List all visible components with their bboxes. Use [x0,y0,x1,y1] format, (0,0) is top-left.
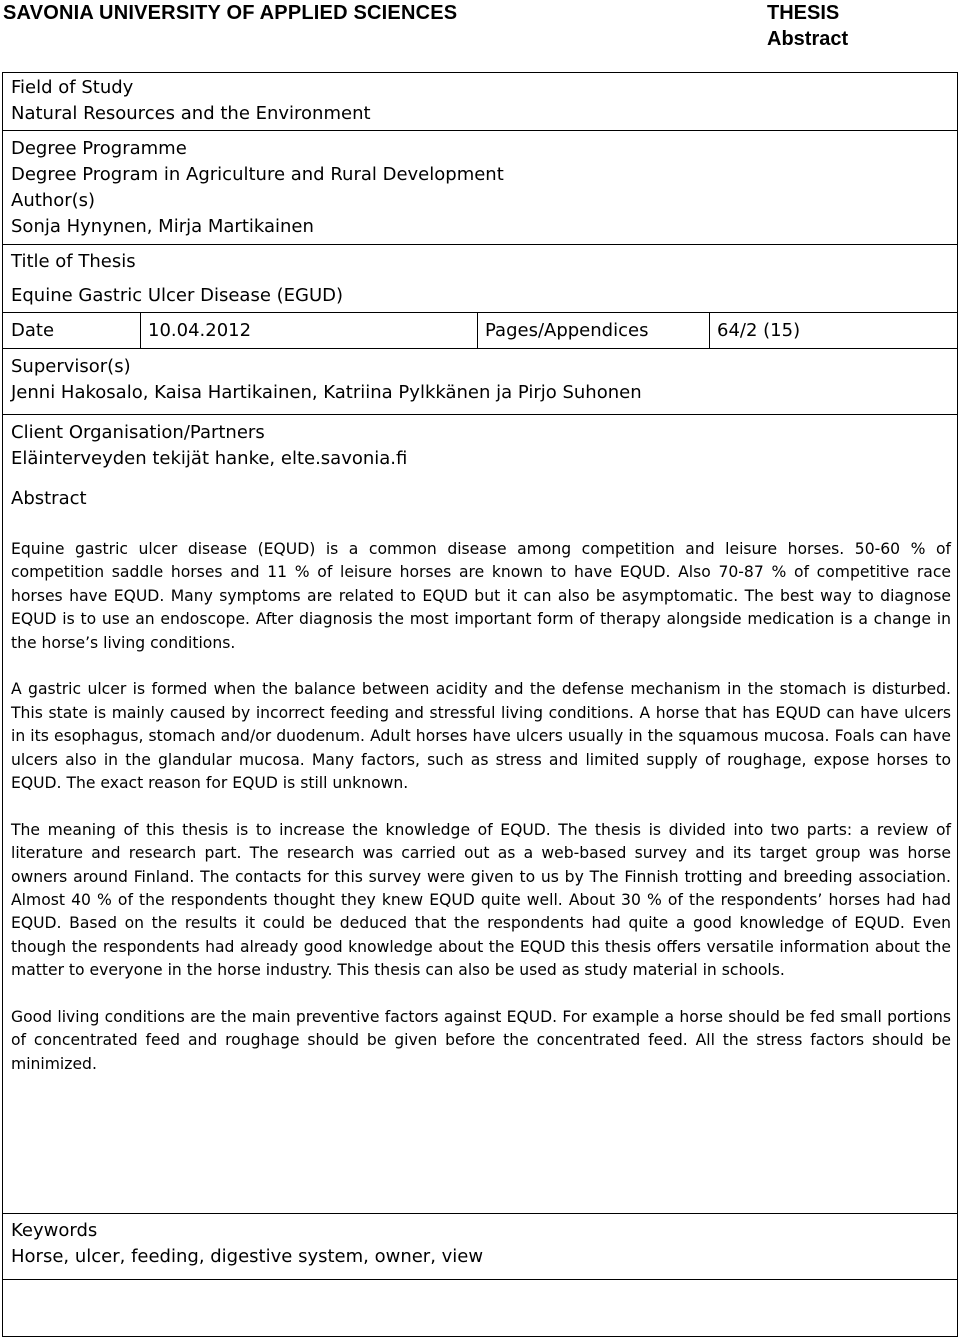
document-type-title: THESIS [767,2,840,24]
supervisors-value: Jenni Hakosalo, Kaisa Hartikainen, Katriina Pylkkänen ja Pirjo Suhonen [11,382,642,403]
degree-programme-label: Degree Programme [11,138,187,159]
field-of-study-label: Field of Study [11,77,134,98]
abstract-body [11,538,951,1100]
title-label: Title of Thesis [11,251,136,272]
document-type-subtitle: Abstract [767,28,849,50]
date-pages-row [3,313,957,349]
client-value: Eläinterveyden tekijät hanke, elte.savonia.fi [11,448,408,469]
abstract-form [2,72,958,1337]
keywords-label: Keywords [11,1220,98,1241]
abstract-label: Abstract [11,488,87,509]
keywords-value: Horse, ulcer, feeding, digestive system, owner, view [11,1246,484,1267]
degree-programme-value: Degree Program in Agriculture and Rural Development [11,164,504,185]
pages-value: 64/2 (15) [717,320,801,341]
study-info-cell [3,73,957,245]
divider [3,1279,957,1280]
date-value: 10.04.2012 [148,320,252,341]
supervisors-label: Supervisor(s) [11,356,131,377]
authors-value: Sonja Hynynen, Mirja Martikainen [11,216,314,237]
divider [140,313,141,348]
divider [3,1213,957,1214]
abstract-paragraph: Good living conditions are the main preventive factors against EQUD. For example a horse should be fed small portions of concentrated feed and roughage should be given before the concentrated feed. All the stress factors should be minimized. [11,1008,951,1073]
institution-name: SAVONIA UNIVERSITY OF APPLIED SCIENCES [3,2,458,24]
client-label: Client Organisation/Partners [11,422,265,443]
field-of-study-value: Natural Resources and the Environment [11,103,371,124]
abstract-paragraph: Equine gastric ulcer disease (EQUD) is a common disease among competition and leisure horses. 50-60 % of competition saddle horses and 11 % of leisure horses are known to have EQUD. Also 70-87 % of competitive race horses have EQUD. Many symptoms are related to EQUD but it can also be asymptomatic. The best way to diagnose EQUD is to use an endoscope. After diagnosis the most important form of therapy alongside medication is a change in the horse’s living conditions. [11,540,951,652]
abstract-paragraph: The meaning of this thesis is to increase the knowledge of EQUD. The thesis is divided into two parts: a review of literature and research part. The research was carried out as a web-based survey and its target group was horse owners around Finland. The contacts for this survey were given to us by The Finnish trotting and breeding association. Almost 40 % of the respondents thought they knew EQUD quite well. About 30 % of the respondents’ horses had had EQUD. Based on the results it could be deduced that the respondents had quite a good knowledge of EQUD. Even though the respondents had already good knowledge about the EQUD this thesis offers versatile information about the matter to everyone in the horse industry. This thesis can also be used as study material in schools. [11,820,951,980]
date-label: Date [11,320,55,341]
title-cell [3,245,957,313]
abstract-paragraph: A gastric ulcer is formed when the balance between acidity and the defense mechanism in the stomach is disturbed. This state is mainly caused by incorrect feeding and stressful living conditions. A horse that has EQUD can have ulcers in its esophagus, stomach and/or duodenum. Adult horses have ulcers usually in the squamous mucosa. Foals can have ulcers also in the glandular mucosa. Many factors, such as stress and limited supply of roughage, expose horses to EQUD. The exact reason for EQUD is still unknown. [11,680,951,793]
divider [477,313,478,348]
client-cell [3,415,957,481]
divider [3,130,957,131]
document-type [767,0,848,52]
divider [709,313,710,348]
authors-label: Author(s) [11,190,96,211]
pages-label: Pages/Appendices [485,320,649,341]
supervisors-cell [3,349,957,415]
title-value: Equine Gastric Ulcer Disease (EGUD) [11,285,344,306]
